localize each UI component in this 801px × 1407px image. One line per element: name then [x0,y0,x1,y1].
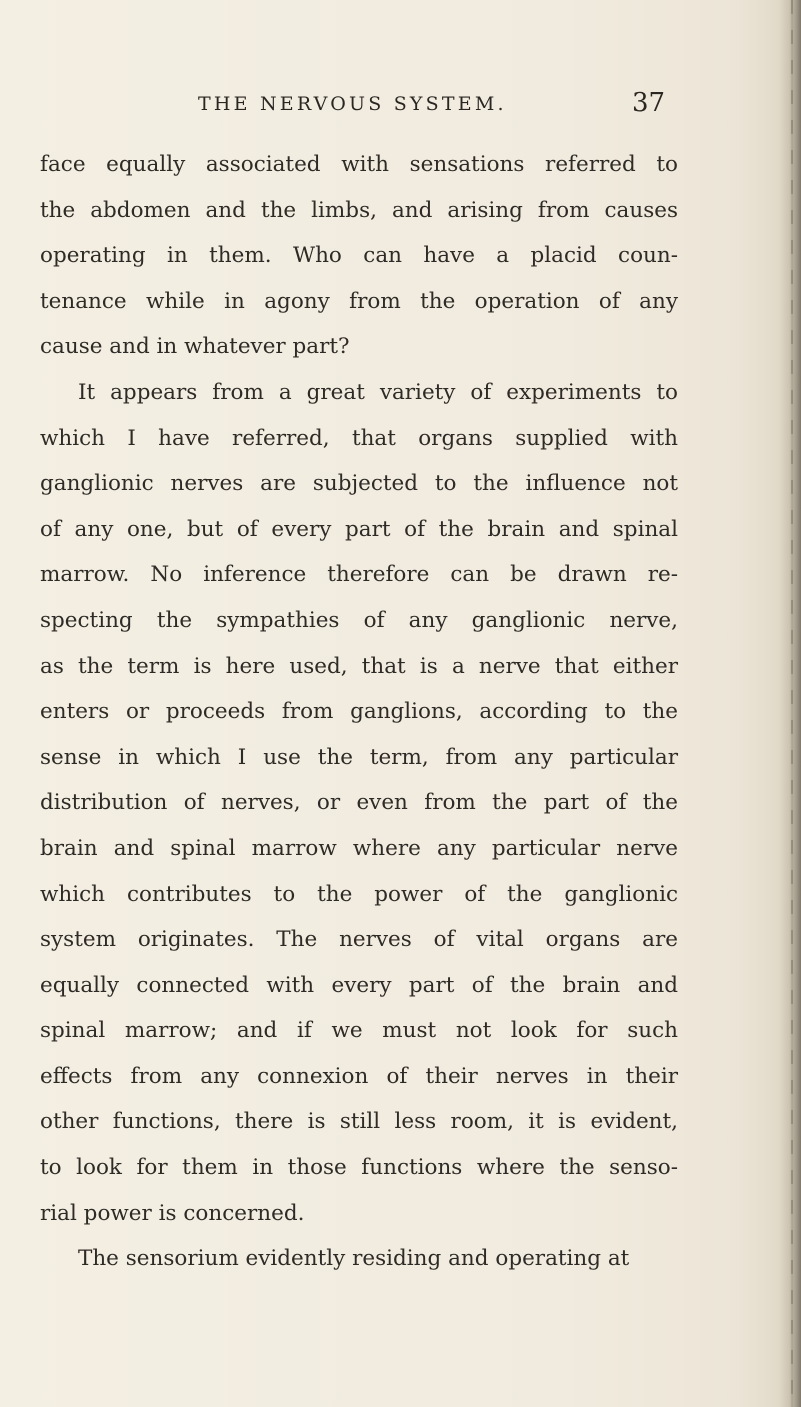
text-line: sense in which I use the term, from any particular [40,744,678,770]
text-line: tenance while in agony from the operation of any [40,288,678,314]
text-line: other functions, there is still less room, it is evident, [40,1109,678,1135]
text-line: effects from any connexion of their nerves in their [40,1063,678,1089]
text-line: distribution of nerves, or even from the part of the [40,790,678,816]
text-line: spinal marrow; and if we must not look for such [40,1018,678,1044]
text-line: system originates. The nerves of vital organs are [40,927,678,953]
text-line: which I have referred, that organs supplied with [40,425,678,451]
text-line: It appears from a great variety of experiments to [78,379,678,405]
text-line: as the term is here used, that is a nerve that either [40,653,678,679]
text-line: enters or proceeds from ganglions, according to the [40,699,678,725]
text-line: rial power is concerned. [40,1200,305,1226]
body-text [40,142,678,1282]
text-line: of any one, but of every part of the brain and spinal [40,516,678,542]
page-number: 37 [632,88,666,118]
running-head [0,88,801,123]
text-line: the abdomen and the limbs, and arising from causes [40,197,678,223]
text-line: brain and spinal marrow where any particular nerve [40,835,678,861]
text-line: The sensorium evidently residing and operating at [78,1246,630,1272]
text-line: operating in them. Who can have a placid coun- [40,243,678,269]
text-line: which contributes to the power of the ganglionic [40,881,678,907]
text-line: equally connected with every part of the brain and [40,972,678,998]
text-line: marrow. No inference therefore can be drawn re- [40,562,678,588]
text-line: specting the sympathies of any ganglionic nerve, [40,607,678,633]
text-line: ganglionic nerves are subjected to the influence not [40,471,678,497]
page-gutter-shadow [779,0,801,1407]
text-line: cause and in whatever part? [40,334,350,360]
running-title: THE NERVOUS SYSTEM. [198,93,507,115]
binding-edge [791,0,793,1407]
text-line: to look for them in those functions where the senso- [40,1155,678,1181]
text-line: face equally associated with sensations referred to [40,152,678,177]
